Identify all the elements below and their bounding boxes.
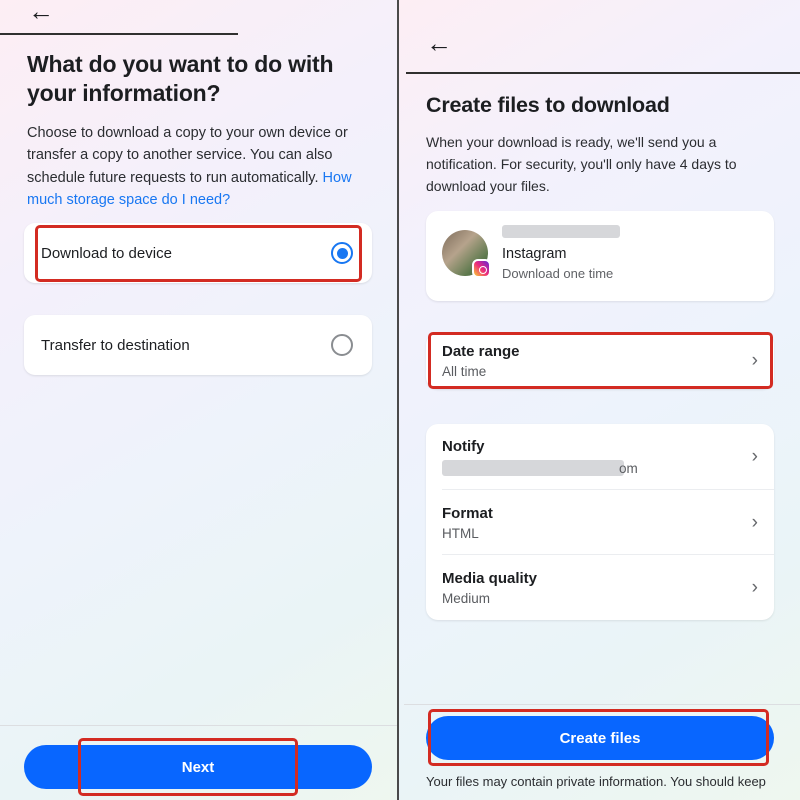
top-divider-line xyxy=(406,72,800,74)
format-value: HTML xyxy=(442,525,479,541)
radio-download-to-device[interactable] xyxy=(331,242,353,264)
chevron-right-icon: › xyxy=(751,511,758,533)
create-files-button[interactable]: Create files xyxy=(426,716,774,760)
page-description xyxy=(27,122,372,212)
panel-divider xyxy=(397,0,399,800)
instagram-icon xyxy=(472,259,491,278)
chevron-right-icon: › xyxy=(751,446,758,467)
date-range-row[interactable] xyxy=(426,333,774,391)
format-text xyxy=(442,505,744,541)
format-title: Format xyxy=(442,504,493,522)
setting-row-media-quality[interactable] xyxy=(426,555,774,620)
radio-transfer-to-destination[interactable] xyxy=(331,334,353,356)
storage-help-link[interactable]: How much storage space do I need? xyxy=(27,169,352,209)
notify-value-tail: om xyxy=(619,461,638,476)
avatar xyxy=(442,230,488,276)
setting-row-notify[interactable] xyxy=(426,424,774,490)
option-transfer-to-destination[interactable] xyxy=(24,315,372,375)
media-quality-text xyxy=(442,570,744,606)
footnote-text: Your files may contain private information. You should keep xyxy=(426,774,766,789)
account-text xyxy=(502,225,758,281)
back-arrow-icon[interactable]: ← xyxy=(426,28,452,58)
account-card[interactable] xyxy=(426,211,774,301)
setting-row-format[interactable] xyxy=(426,490,774,555)
account-service: Instagram xyxy=(502,246,567,262)
back-arrow-icon[interactable]: ← xyxy=(28,0,54,26)
date-range-card[interactable] xyxy=(426,333,774,389)
account-row[interactable] xyxy=(426,211,774,295)
notify-value-redacted xyxy=(442,460,624,476)
right-screen xyxy=(397,0,800,800)
date-range-text xyxy=(442,343,744,379)
option-label: Download to device xyxy=(41,244,172,262)
chevron-right-icon: › xyxy=(751,350,758,371)
top-divider-line xyxy=(0,33,238,35)
date-range-title: Date range xyxy=(442,343,520,360)
next-button[interactable]: Next xyxy=(24,745,372,789)
notify-text xyxy=(442,438,744,476)
settings-card xyxy=(426,424,774,620)
notify-title: Notify xyxy=(442,438,485,455)
account-frequency: Download one time xyxy=(502,266,614,281)
option-download-to-device[interactable] xyxy=(24,223,372,283)
account-name-redacted xyxy=(502,225,620,238)
page-title: Create files to download xyxy=(426,93,670,117)
date-range-value: All time xyxy=(442,364,487,379)
footer-divider xyxy=(0,725,397,726)
left-screen xyxy=(0,0,397,800)
footer-divider xyxy=(404,704,800,705)
page-description: When your download is ready, we'll send you a notification. For security, you'll only have 4 days to download your files. xyxy=(426,134,737,195)
radio-selected-dot xyxy=(337,248,348,259)
media-quality-value: Medium xyxy=(442,590,491,606)
chevron-right-icon: › xyxy=(751,576,758,598)
option-label: Transfer to destination xyxy=(41,336,190,354)
media-quality-title: Media quality xyxy=(442,569,538,587)
page-title: What do you want to do with your information? xyxy=(27,51,334,107)
description-text: Choose to download a copy to your own device or transfer a copy to another service. You can also schedule future requests to run automatically. xyxy=(27,125,348,186)
